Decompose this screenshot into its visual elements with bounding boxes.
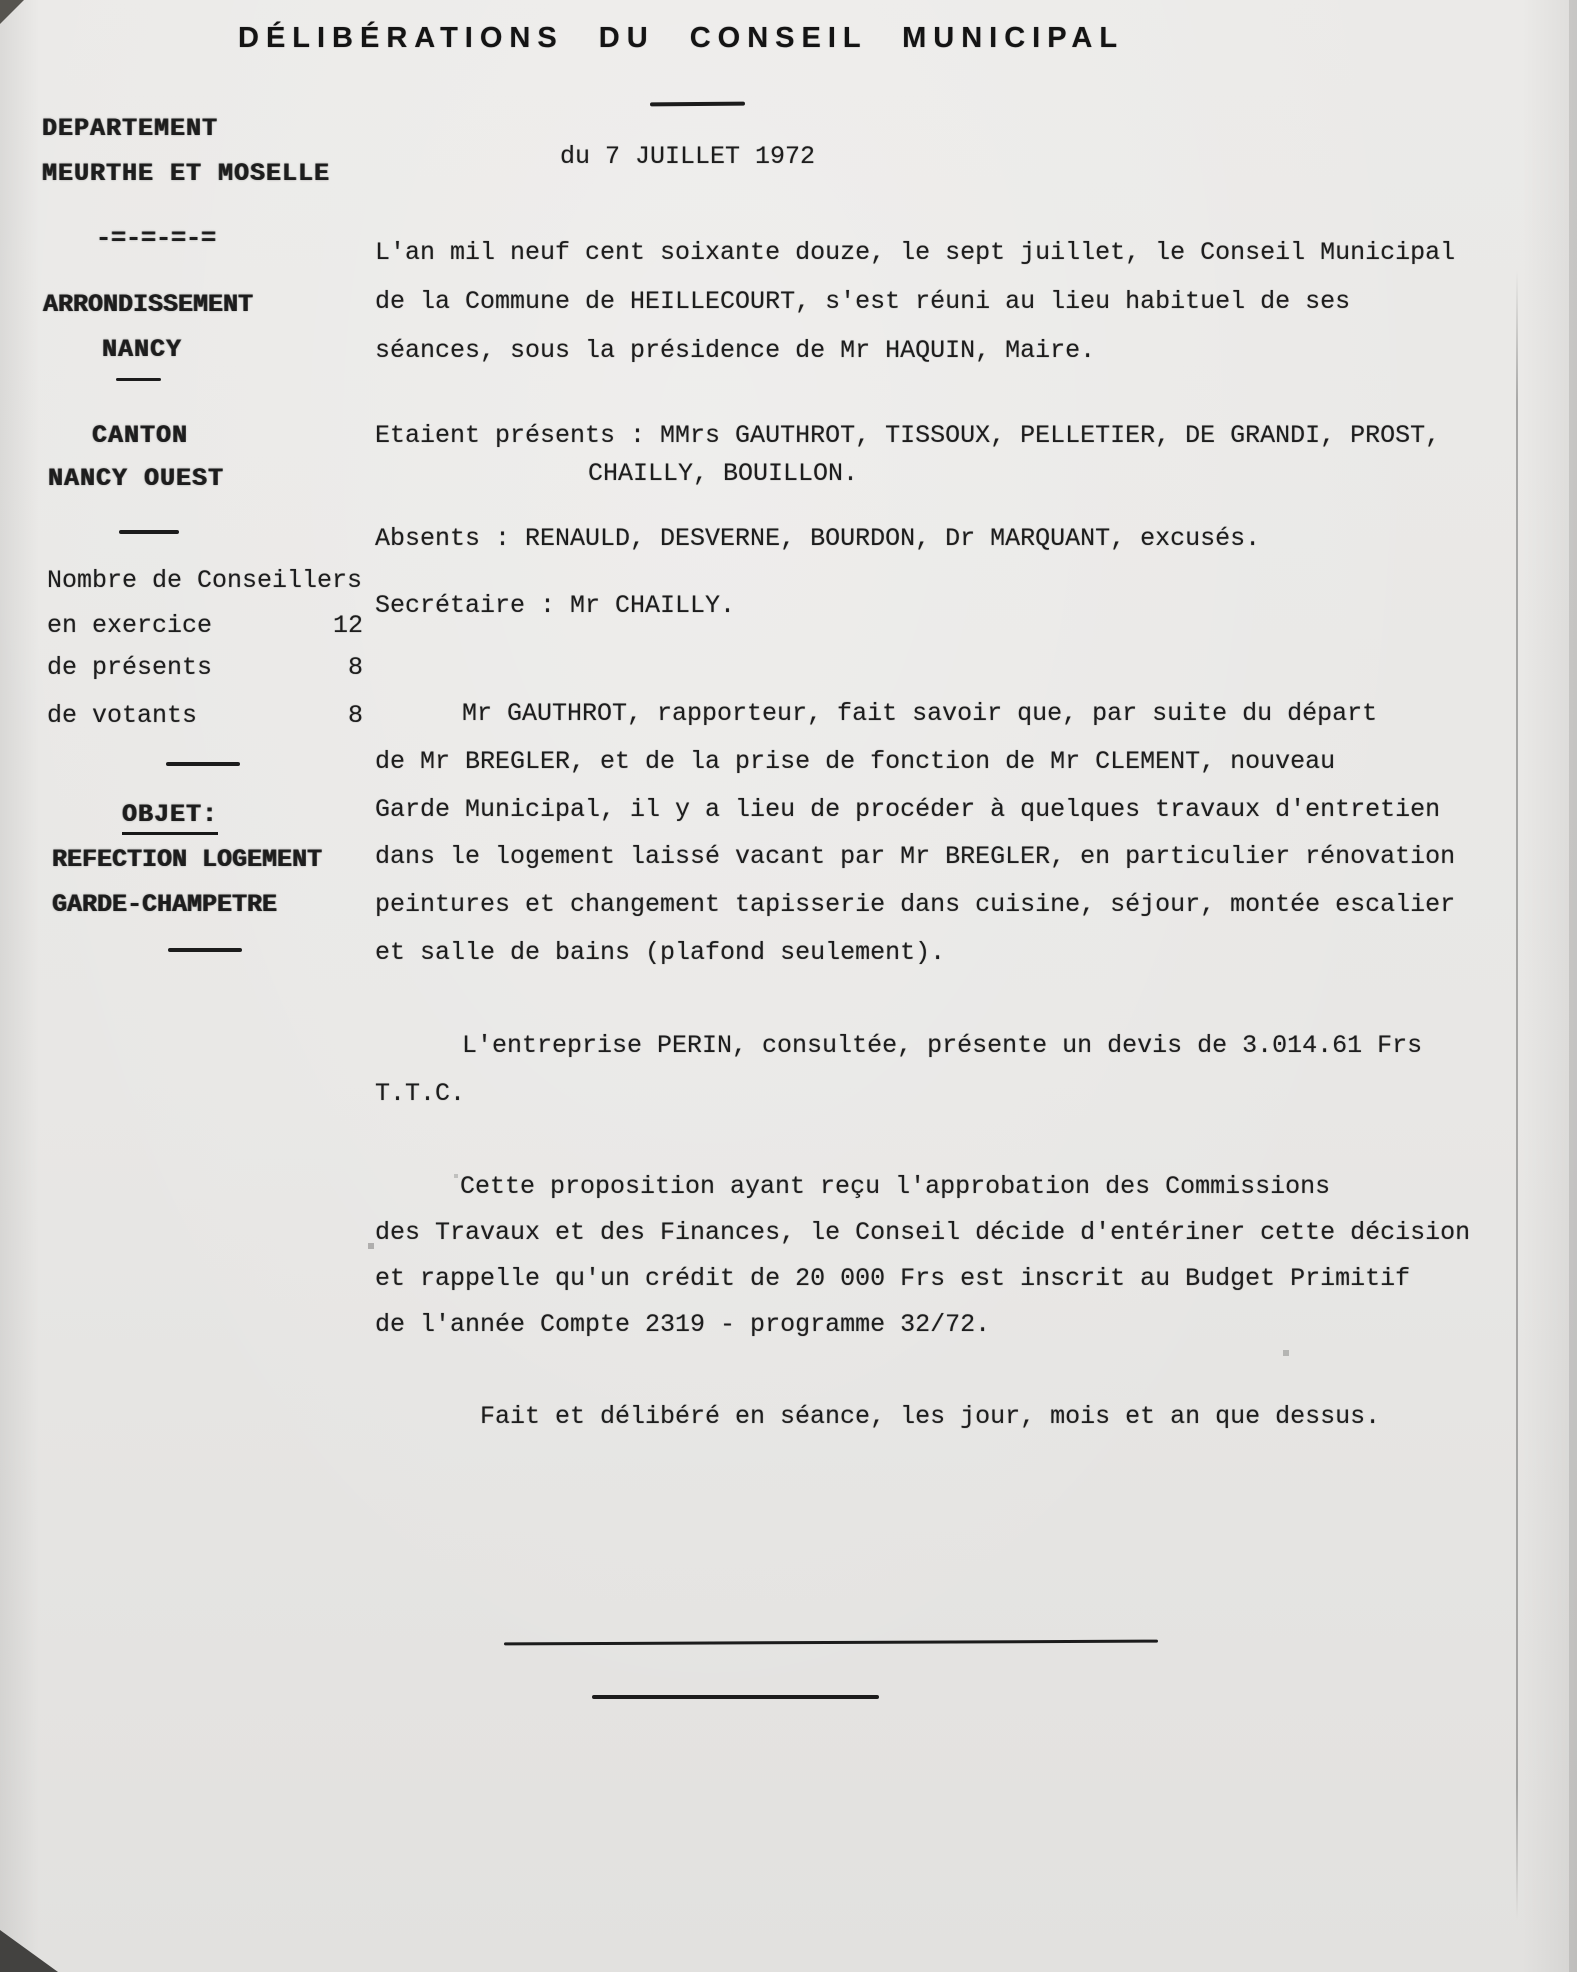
attendees-line: Etaient présents : MMrs GAUTHROT, TISSOUX, PELLETIER, DE GRANDI, PROST, — [375, 421, 1441, 450]
arrondissement-label: ARRONDISSEMENT — [43, 290, 254, 319]
quote-paragraph-line: T.T.C. — [375, 1079, 466, 1108]
report-paragraph-line: peintures et changement tapisserie dans cuisine, séjour, montée escalier — [375, 890, 1456, 919]
decision-paragraph-line: des Travaux et des Finances, le Conseil décide d'entériner cette décision — [375, 1218, 1471, 1247]
counter-label: en exercice — [47, 611, 213, 640]
absents-line: Absents : RENAULD, DESVERNE, BOURDON, Dr MARQUANT, excusés. — [375, 524, 1261, 553]
counter-label: de présents — [47, 653, 213, 682]
departement-value: MEURTHE ET MOSELLE — [42, 159, 331, 188]
counter-label: de votants — [47, 701, 198, 730]
departement-label: DEPARTEMENT — [42, 114, 219, 143]
decision-paragraph-line: de l'année Compte 2319 - programme 32/72. — [375, 1310, 991, 1339]
quote-paragraph-line: L'entreprise PERIN, consultée, présente un devis de 3.014.61 Frs — [462, 1031, 1423, 1060]
scan-corner-artifact-top-left — [0, 0, 24, 24]
objet-label: OBJET: — [122, 801, 218, 835]
scan-edge-shadow-right — [1569, 0, 1577, 1972]
paragraph-opening-line: de la Commune de HEILLECOURT, s'est réuni au lieu habituel de ses — [375, 287, 1351, 316]
decision-paragraph-line: et rappelle qu'un crédit de 20 000 Frs est inscrit au Budget Primitif — [375, 1264, 1411, 1293]
canton-separator-rule — [119, 530, 179, 534]
report-paragraph-line: Garde Municipal, il y a lieu de procéder à quelques travaux d'entretien — [375, 795, 1441, 824]
nancy-underline-rule — [116, 378, 161, 381]
objet-value-line2: GARDE-CHAMPETRE — [52, 890, 278, 919]
report-paragraph-line: et salle de bains (plafond seulement). — [375, 938, 946, 967]
counter-row-votants — [42, 702, 363, 812]
canton-value: NANCY OUEST — [48, 464, 225, 493]
meeting-date: du 7 JUILLET 1972 — [560, 142, 816, 171]
counter-value: 8 — [347, 701, 363, 730]
paragraph-opening-line: séances, sous la présidence de Mr HAQUIN, Maire. — [375, 336, 1096, 365]
report-paragraph-line: Mr GAUTHROT, rapporteur, fait savoir que, par suite du départ — [462, 699, 1378, 728]
chain-separator: -=-=-=-= — [96, 224, 217, 253]
decision-paragraph-line: Cette proposition ayant reçu l'approbation des Commissions — [460, 1172, 1331, 1201]
title-underline-rule — [650, 102, 745, 107]
objet-separator-rule — [168, 948, 242, 952]
arrondissement-value: NANCY — [102, 335, 183, 364]
closing-rule-long — [504, 1640, 1158, 1646]
paragraph-opening-line: L'an mil neuf cent soixante douze, le sept juillet, le Conseil Municipal — [375, 238, 1456, 267]
canton-label: CANTON — [92, 421, 189, 450]
closing-statement-line: Fait et délibéré en séance, les jour, mois et an que dessus. — [480, 1402, 1381, 1431]
report-paragraph-line: de Mr BREGLER, et de la prise de fonction de Mr CLEMENT, nouveau — [375, 747, 1336, 776]
scan-corner-artifact-bottom-left — [0, 1930, 58, 1972]
objet-value-line1: REFECTION LOGEMENT — [52, 845, 323, 874]
counters-heading: Nombre de Conseillers — [47, 566, 363, 595]
counters-separator-rule — [166, 762, 240, 766]
counter-value: 8 — [347, 653, 363, 682]
attendees-line: CHAILLY, BOUILLON. — [588, 459, 859, 488]
report-paragraph-line: dans le logement laissé vacant par Mr BREGLER, en particulier rénovation — [375, 842, 1456, 871]
secretary-line: Secrétaire : Mr CHAILLY. — [375, 591, 736, 620]
paper-crease-line — [1516, 270, 1518, 1920]
document-title: DÉLIBÉRATIONS DU CONSEIL MUNICIPAL — [238, 22, 1125, 54]
closing-rule-short — [592, 1695, 879, 1699]
scan-specks — [0, 0, 2, 2]
counter-value: 12 — [332, 611, 363, 640]
